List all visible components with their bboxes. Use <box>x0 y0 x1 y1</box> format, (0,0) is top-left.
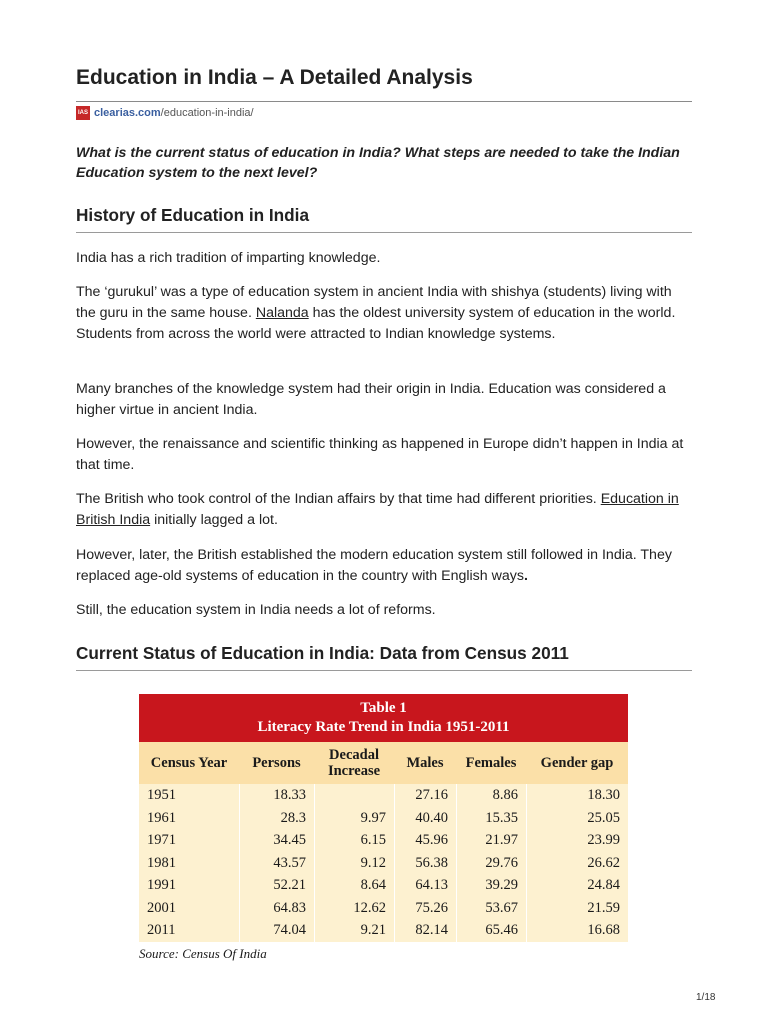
table-cell: 8.64 <box>314 874 394 897</box>
table-cell: 29.76 <box>456 852 526 875</box>
column-header: Females <box>465 755 517 771</box>
nalanda-link[interactable]: Nalanda <box>255 305 309 321</box>
source-url[interactable] <box>76 106 254 120</box>
table-cell: 53.67 <box>456 897 526 920</box>
table-cell: 43.57 <box>239 852 314 875</box>
table-row <box>139 829 628 852</box>
table-cell: 64.13 <box>394 874 456 897</box>
table-cell: 1951 <box>147 787 176 803</box>
table-cell: 9.97 <box>314 807 394 830</box>
table-cell: 18.30 <box>526 784 628 807</box>
paragraph: However, the renaissance and scientific thinking as happened in Europe didn’t happen in India at that time. <box>76 436 684 473</box>
table-cell: 18.33 <box>239 784 314 807</box>
table-source: Source: Census Of India <box>139 946 267 961</box>
column-header: Census Year <box>150 755 228 771</box>
table-cell: 45.96 <box>394 829 456 852</box>
table-cell: 52.21 <box>239 874 314 897</box>
table-cell: 34.45 <box>239 829 314 852</box>
table-cell: 24.84 <box>526 874 628 897</box>
table-cell: 64.83 <box>239 897 314 920</box>
section-divider <box>76 232 692 233</box>
table-cell: 12.62 <box>314 897 394 920</box>
table-cell: 26.62 <box>526 852 628 875</box>
title-divider <box>76 101 692 102</box>
table-cell: 23.99 <box>526 829 628 852</box>
table-cell: 21.59 <box>526 897 628 920</box>
column-header: Gender gap <box>540 755 614 771</box>
page-title: Education in India – A Detailed Analysis <box>76 66 473 89</box>
source-path[interactable]: /education-in-india/ <box>160 107 254 119</box>
table-cell: 28.3 <box>239 807 314 830</box>
table-row <box>139 852 628 875</box>
table-row <box>139 919 628 942</box>
table-cell: 21.97 <box>456 829 526 852</box>
table-cell: 16.68 <box>526 919 628 942</box>
table-cell: 74.04 <box>239 919 314 942</box>
table-cell: 1991 <box>147 877 176 893</box>
site-logo-icon: IAS <box>76 106 90 120</box>
paragraph: However, later, the British established the modern education system still followed in India. They replaced age-old systems of education in the country with English ways. <box>76 547 672 584</box>
paragraph: The ‘gurukul’ was a type of education system in ancient India with shishya (students) living with the guru in the same house. Nalanda has the oldest university system of education in the world. Students from across the world were attracted to Indian knowledge systems. <box>76 284 676 342</box>
column-header: Decadal Increase <box>327 747 381 779</box>
section-heading-census: Current Status of Education in India: Data from Census 2011 <box>76 643 569 663</box>
table-cell <box>314 784 394 807</box>
paragraph: Many branches of the knowledge system had their origin in India. Education was considered a higher virtue in ancient India. <box>76 381 666 418</box>
table-cell: 56.38 <box>394 852 456 875</box>
education-british-india-link[interactable]: Education in British India <box>76 491 679 528</box>
intro-question: What is the current status of education in India? What steps are needed to take the Indian Education system to the next level? <box>76 145 680 181</box>
table-cell: 75.26 <box>394 897 456 920</box>
table-cell: 39.29 <box>456 874 526 897</box>
table-cell: 9.21 <box>314 919 394 942</box>
table-cell: 1981 <box>147 854 176 871</box>
table-title <box>139 694 628 742</box>
paragraph: India has a rich tradition of imparting knowledge. <box>76 250 381 266</box>
paragraph: Still, the education system in India needs a lot of reforms. <box>76 602 436 618</box>
table-cell: 1961 <box>147 809 176 826</box>
table-row <box>139 874 628 897</box>
table-number: Table 1 <box>360 700 407 716</box>
section-heading-history: History of Education in India <box>76 205 309 225</box>
column-header: Males <box>406 755 444 771</box>
table-cell: 1971 <box>147 832 176 848</box>
table-cell: 15.35 <box>456 807 526 830</box>
table-cell: 9.12 <box>314 852 394 875</box>
table-cell: 82.14 <box>394 919 456 942</box>
paragraph: The British who took control of the Indian affairs by that time had different priorities. Education in British India initially lagged a lot. <box>76 491 679 528</box>
source-domain[interactable]: clearias.com <box>94 107 161 119</box>
table-cell: 2001 <box>147 899 176 916</box>
table-cell: 65.46 <box>456 919 526 942</box>
table-cell: 2011 <box>147 922 176 938</box>
table-cell: 40.40 <box>394 807 456 830</box>
table-row <box>139 897 628 920</box>
table-header-row <box>139 742 628 784</box>
table-caption: Literacy Rate Trend in India 1951-2011 <box>257 719 510 735</box>
section-divider <box>76 670 692 671</box>
table-row <box>139 807 628 830</box>
column-header: Persons <box>252 755 301 771</box>
table-cell: 6.15 <box>314 829 394 852</box>
table-cell: 25.05 <box>526 807 628 830</box>
table-row <box>139 784 628 807</box>
page-number: 1/18 <box>696 992 716 1003</box>
literacy-table <box>139 694 628 942</box>
table-cell: 8.86 <box>456 784 526 807</box>
table-cell: 27.16 <box>394 784 456 807</box>
